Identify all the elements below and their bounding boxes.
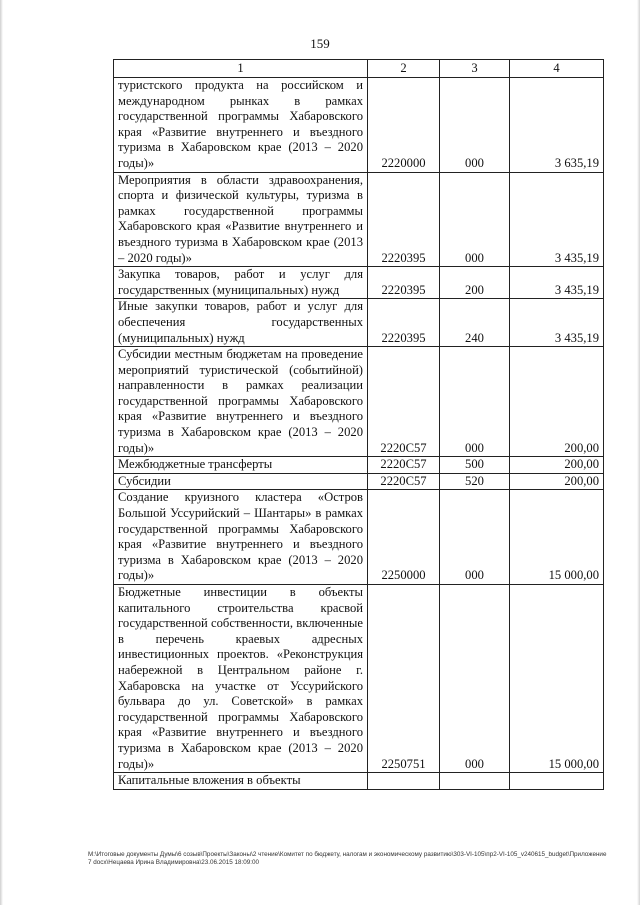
row-expense-type: 000: [440, 490, 510, 585]
table-row: [114, 172, 604, 267]
row-expense-type: 240: [440, 299, 510, 347]
row-name: Создание круизного кластера «Остров Большой Уссурийский – Шантары» в рамках государственной программы Хабаровского края «Развитие внутреннего и въездного туризма в Хабаровском крае (2013 – 2020 годы)»: [114, 490, 368, 585]
row-code: 2220С57: [368, 473, 440, 490]
row-name: Капитальные вложения в объекты: [114, 773, 368, 790]
column-header-3: 3: [440, 60, 510, 78]
table-row: [114, 267, 604, 299]
table-row: [114, 473, 604, 490]
row-amount: 15 000,00: [510, 585, 604, 773]
row-amount: 200,00: [510, 347, 604, 457]
row-code: 2220395: [368, 299, 440, 347]
row-expense-type: 000: [440, 585, 510, 773]
row-code: 2250751: [368, 585, 440, 773]
row-amount: 3 435,19: [510, 299, 604, 347]
row-expense-type: 200: [440, 267, 510, 299]
row-code: [368, 773, 440, 790]
row-amount: 15 000,00: [510, 490, 604, 585]
row-amount: 3 635,19: [510, 78, 604, 173]
row-code: 2220С57: [368, 457, 440, 474]
row-expense-type: 000: [440, 347, 510, 457]
table-row: [114, 490, 604, 585]
row-code: 2220000: [368, 78, 440, 173]
page-number: 159: [310, 36, 330, 51]
row-name: Мероприятия в области здравоохранения, спорта и физической культуры, туризма в рамках государственной программы Хабаровского края «Развитие внутреннего и въездного туризма в Хабаровском крае (2013 – 2020 годы)»: [114, 172, 368, 267]
scan-edge-left: [0, 0, 3, 905]
table-row: [114, 78, 604, 173]
row-amount: [510, 773, 604, 790]
row-amount: 200,00: [510, 457, 604, 474]
column-header-1: 1: [114, 60, 368, 78]
row-code: 2220С57: [368, 347, 440, 457]
table-row: [114, 457, 604, 474]
table-header-row: [114, 60, 604, 78]
budget-table: [113, 59, 604, 790]
row-code: 2220395: [368, 267, 440, 299]
row-name: Субсидии местным бюджетам на проведение мероприятий туристической (событийной) направленности в рамках реализации государственной программы Хабаровского края «Развитие внутреннего и въездного туризма в Хабаровском крае (2013 – 2020 годы)»: [114, 347, 368, 457]
row-code: 2220395: [368, 172, 440, 267]
row-amount: 3 435,19: [510, 267, 604, 299]
row-name: Субсидии: [114, 473, 368, 490]
row-name: туристского продукта на российском и международном рынках в рамках государственной программы Хабаровского края «Развитие внутреннего и въездного туризма в Хабаровском крае (2013 – 2020 годы)»: [114, 78, 368, 173]
table-row: [114, 299, 604, 347]
row-expense-type: 000: [440, 78, 510, 173]
row-name: Иные закупки товаров, работ и услуг для обеспечения государственных (муниципальных) нужд: [114, 299, 368, 347]
row-name: Бюджетные инвестиции в объекты капитального строительства красвой государственной собственности, включенные в перечень краевых адресных инвестиционных проектов. «Реконструкция набережной в Центральном районе г. Хабаровска на участке от Уссурийского бульвара до ул. Советской» в рамках государственной программы Хабаровского края «Развитие внутреннего и въездного туризма в Хабаровском крае (2013 – 2020 годы)»: [114, 585, 368, 773]
column-header-4: 4: [510, 60, 604, 78]
table-row: [114, 585, 604, 773]
table-row: [114, 347, 604, 457]
row-amount: 200,00: [510, 473, 604, 490]
row-name: Закупка товаров, работ и услуг для государственных (муниципальных) нужд: [114, 267, 368, 299]
row-expense-type: 500: [440, 457, 510, 474]
row-expense-type: [440, 773, 510, 790]
table-row: [114, 773, 604, 790]
row-expense-type: 520: [440, 473, 510, 490]
column-header-2: 2: [368, 60, 440, 78]
row-name: Межбюджетные трансферты: [114, 457, 368, 474]
row-expense-type: 000: [440, 172, 510, 267]
row-amount: 3 435,19: [510, 172, 604, 267]
document-path-footer: M:\Итоговые документы Думы\6 созыв\Проекты\Законы\2 чтение\Комитет по бюджету, налогам и экономическому развитию\303-VI-105\пр2-VI-105_v240615_budget\Приложение7 docx\Нецаева Ирина Владимировна\23.06.2015 18:09:00: [88, 851, 607, 866]
row-code: 2250000: [368, 490, 440, 585]
